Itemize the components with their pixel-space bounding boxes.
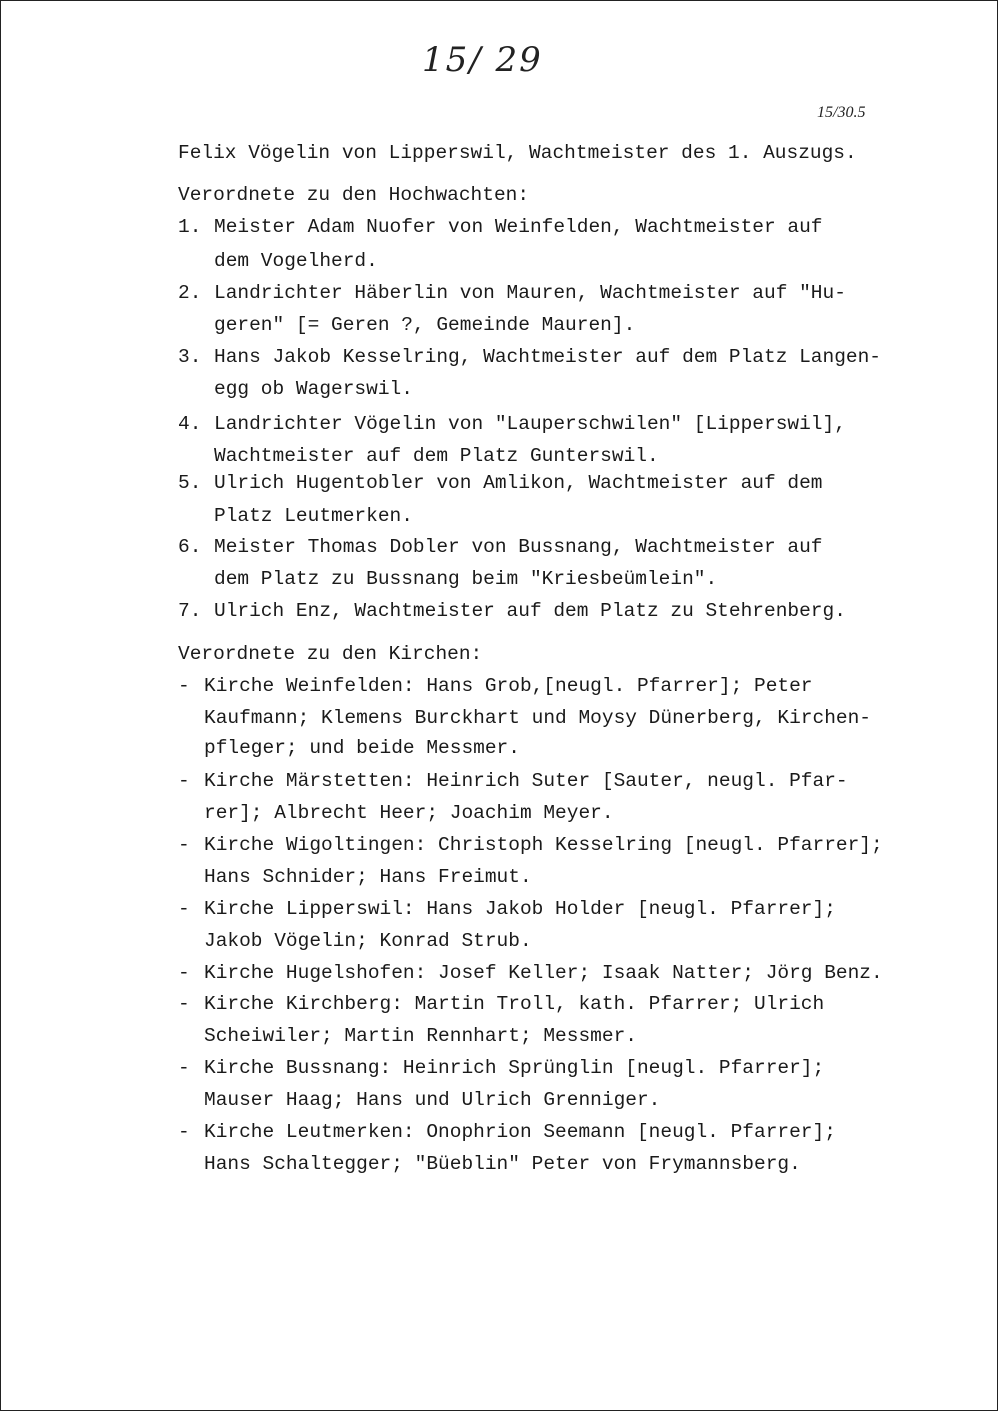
hochwacht-5-line-1: Ulrich Hugentobler von Amlikon, Wachtmeister auf dem [214, 472, 823, 494]
kirchen-heading: Verordnete zu den Kirchen: [178, 643, 483, 665]
kirche-1-line-3: pfleger; und beide Messmer. [204, 737, 520, 759]
kirche-6-line-1: Kirche Kirchberg: Martin Troll, kath. Pfarrer; Ulrich [204, 993, 825, 1015]
hochwacht-5-line-2: Platz Leutmerken. [214, 505, 413, 527]
kirche-6-line-2: Scheiwiler; Martin Rennhart; Messmer. [204, 1025, 637, 1047]
hochwacht-6-line-2: dem Platz zu Bussnang beim "Kriesbeümlein". [214, 568, 718, 590]
hochwacht-7-line-1: Ulrich Enz, Wachtmeister auf dem Platz zu Stehrenberg. [214, 600, 846, 622]
kirche-bullet: - [178, 675, 190, 697]
kirche-3-line-1: Kirche Wigoltingen: Christoph Kesselring [neugl. Pfarrer]; [204, 834, 883, 856]
hochwacht-1-line-2: dem Vogelherd. [214, 250, 378, 272]
kirche-5-line-1: Kirche Hugelshofen: Josef Keller; Isaak Natter; Jörg Benz. [204, 962, 883, 984]
hochwacht-num-2: 2. [178, 282, 202, 304]
handwritten-page-number: 15/ 29 [422, 40, 543, 80]
reference-number: 15/30.5 [817, 104, 866, 121]
kirche-8-line-1: Kirche Leutmerken: Onophrion Seemann [neugl. Pfarrer]; [204, 1121, 836, 1143]
hochwacht-3-line-1: Hans Jakob Kesselring, Wachtmeister auf dem Platz Langen- [214, 346, 882, 368]
hochwacht-num-5: 5. [178, 472, 202, 494]
hochwacht-2-line-2: geren" [= Geren ?, Gemeinde Mauren]. [214, 314, 636, 336]
kirche-bullet: - [178, 1057, 190, 1079]
hochwacht-num-6: 6. [178, 536, 202, 558]
hochwacht-6-line-1: Meister Thomas Dobler von Bussnang, Wachtmeister auf [214, 536, 823, 558]
kirche-3-line-2: Hans Schnider; Hans Freimut. [204, 866, 532, 888]
kirche-1-line-2: Kaufmann; Klemens Burckhart und Moysy Dünerberg, Kirchen- [204, 707, 872, 729]
kirche-bullet: - [178, 834, 190, 856]
kirche-2-line-1: Kirche Märstetten: Heinrich Suter [Sauter, neugl. Pfar- [204, 770, 848, 792]
kirche-4-line-1: Kirche Lipperswil: Hans Jakob Holder [neugl. Pfarrer]; [204, 898, 836, 920]
hochwacht-2-line-1: Landrichter Häberlin von Mauren, Wachtmeister auf "Hu- [214, 282, 846, 304]
kirche-bullet: - [178, 993, 190, 1015]
hochwacht-3-line-2: egg ob Wagerswil. [214, 378, 413, 400]
hochwacht-4-line-1: Landrichter Vögelin von "Lauperschwilen" [Lipperswil], [214, 413, 846, 435]
kirche-bullet: - [178, 770, 190, 792]
kirche-bullet: - [178, 898, 190, 920]
kirche-bullet: - [178, 962, 190, 984]
hochwacht-num-1: 1. [178, 216, 202, 238]
kirche-8-line-2: Hans Schaltegger; "Büeblin" Peter von Frymannsberg. [204, 1153, 801, 1175]
hochwacht-num-7: 7. [178, 600, 202, 622]
kirche-7-line-2: Mauser Haag; Hans und Ulrich Grenniger. [204, 1089, 661, 1111]
hochwachten-heading: Verordnete zu den Hochwachten: [178, 184, 530, 206]
hochwacht-1-line-1: Meister Adam Nuofer von Weinfelden, Wachtmeister auf [214, 216, 823, 238]
hochwacht-num-4: 4. [178, 413, 202, 435]
kirche-bullet: - [178, 1121, 190, 1143]
hochwacht-num-3: 3. [178, 346, 202, 368]
intro-line: Felix Vögelin von Lipperswil, Wachtmeister des 1. Auszugs. [178, 142, 857, 164]
kirche-1-line-1: Kirche Weinfelden: Hans Grob,[neugl. Pfarrer]; Peter [204, 675, 813, 697]
kirche-4-line-2: Jakob Vögelin; Konrad Strub. [204, 930, 532, 952]
kirche-2-line-2: rer]; Albrecht Heer; Joachim Meyer. [204, 802, 614, 824]
hochwacht-4-line-2: Wachtmeister auf dem Platz Gunterswil. [214, 445, 659, 467]
kirche-7-line-1: Kirche Bussnang: Heinrich Sprünglin [neugl. Pfarrer]; [204, 1057, 825, 1079]
